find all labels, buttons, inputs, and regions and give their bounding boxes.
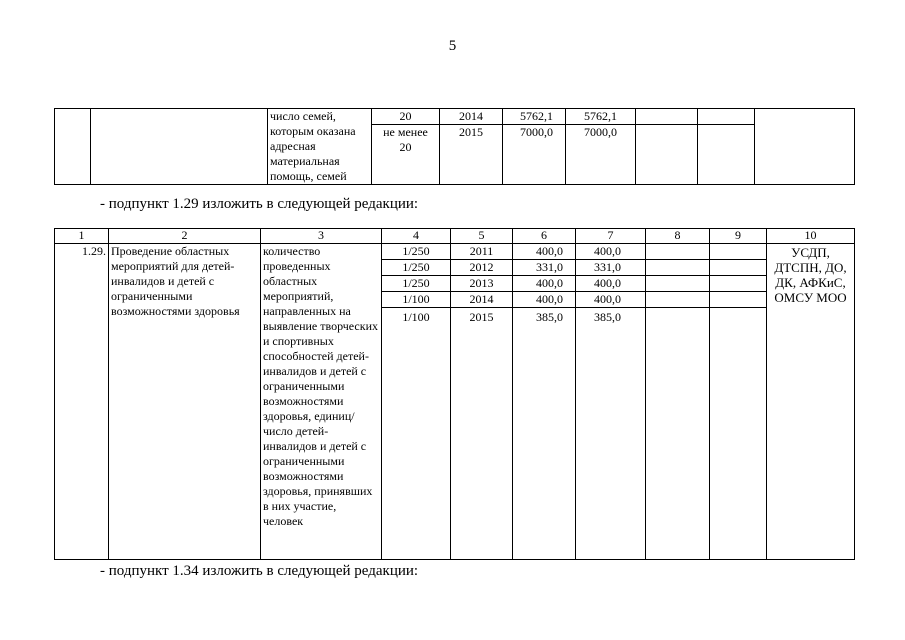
- subclause-heading: - подпункт 1.34 изложить в следующей редакции:: [100, 563, 419, 579]
- cell-responsible: [755, 109, 855, 185]
- cell-number: [55, 109, 91, 185]
- indicator-text: количество проведенных областных мероприятий, направленных на выявление творческих и спортивных способностей детей-инвалидов и детей с ограниченными возможностями здоровья, единиц/число детей-инвалидов и детей с ограниченными возможностями здоровья, принявших в них участие, человек: [261, 244, 382, 560]
- year-value: 2011: [469, 244, 494, 258]
- cell-col9: [698, 109, 755, 185]
- column-header-row: [55, 229, 855, 244]
- cell-plan: [513, 244, 576, 560]
- column-header: 10: [767, 229, 855, 244]
- cell-year: [451, 244, 513, 560]
- plan-value: 400,0: [536, 244, 563, 258]
- page-number: 5: [448, 38, 457, 54]
- target-value: не менее 20: [372, 124, 439, 155]
- fact-value: 385,0: [576, 307, 645, 325]
- cell-col8: [646, 244, 710, 560]
- cell-fact: [566, 109, 636, 185]
- cell-col8: [636, 109, 698, 185]
- column-header: 9: [710, 229, 767, 244]
- fact-value: 400,0: [576, 275, 645, 291]
- item-number: 1.29.: [55, 244, 109, 560]
- column-header: 8: [646, 229, 710, 244]
- cell-fact: [576, 244, 646, 560]
- plan-value: 331,0: [513, 259, 575, 275]
- year-value: 2014: [451, 291, 512, 307]
- column-header: 5: [451, 229, 513, 244]
- column-header: 6: [513, 229, 576, 244]
- column-header: 7: [576, 229, 646, 244]
- activity-name: Проведение областных мероприятий для детей-инвалидов и детей с ограниченными возможностями здоровья: [109, 244, 261, 560]
- plan-value: 385,0: [513, 307, 575, 325]
- cell-target: [382, 244, 451, 560]
- year-value: 2014: [459, 109, 483, 123]
- table-row: [55, 244, 855, 560]
- year-value: 2015: [451, 307, 512, 325]
- target-value: 1/100: [382, 307, 450, 325]
- fact-value: 400,0: [576, 291, 645, 307]
- continuation-table: [54, 108, 855, 185]
- fact-value: 5762,1: [584, 109, 617, 123]
- year-value: 2013: [451, 275, 512, 291]
- fact-value: 7000,0: [566, 124, 635, 140]
- target-value: 1/250: [382, 275, 450, 291]
- column-header: 2: [109, 229, 261, 244]
- column-header: 3: [261, 229, 382, 244]
- plan-value: 5762,1: [520, 109, 553, 123]
- target-value: 20: [399, 109, 412, 123]
- target-value: 1/250: [402, 244, 430, 258]
- column-header: 4: [382, 229, 451, 244]
- plan-value: 400,0: [513, 291, 575, 307]
- fact-value: 331,0: [576, 259, 645, 275]
- cell-plan: [503, 109, 566, 185]
- cell-year: [440, 109, 503, 185]
- column-header: 1: [55, 229, 109, 244]
- target-value: 1/250: [382, 259, 450, 275]
- fact-value: 400,0: [594, 244, 621, 258]
- cell-target: [372, 109, 440, 185]
- year-value: 2012: [451, 259, 512, 275]
- subclause-heading: - подпункт 1.29 изложить в следующей редакции:: [100, 196, 419, 212]
- cell-col9: [710, 244, 767, 560]
- year-value: 2015: [440, 124, 502, 140]
- indicator-text: число семей, которым оказана адресная материальная помощь, семей: [270, 109, 356, 183]
- plan-value: 7000,0: [503, 124, 565, 140]
- plan-value: 400,0: [513, 275, 575, 291]
- cell-indicator: [268, 109, 372, 185]
- program-table: [54, 228, 855, 560]
- target-value: 1/100: [382, 291, 450, 307]
- responsible-executors: УСДП, ДТСПН, ДО, ДК, АФКиС, ОМСУ МОО: [767, 244, 855, 560]
- cell-activity: [91, 109, 268, 185]
